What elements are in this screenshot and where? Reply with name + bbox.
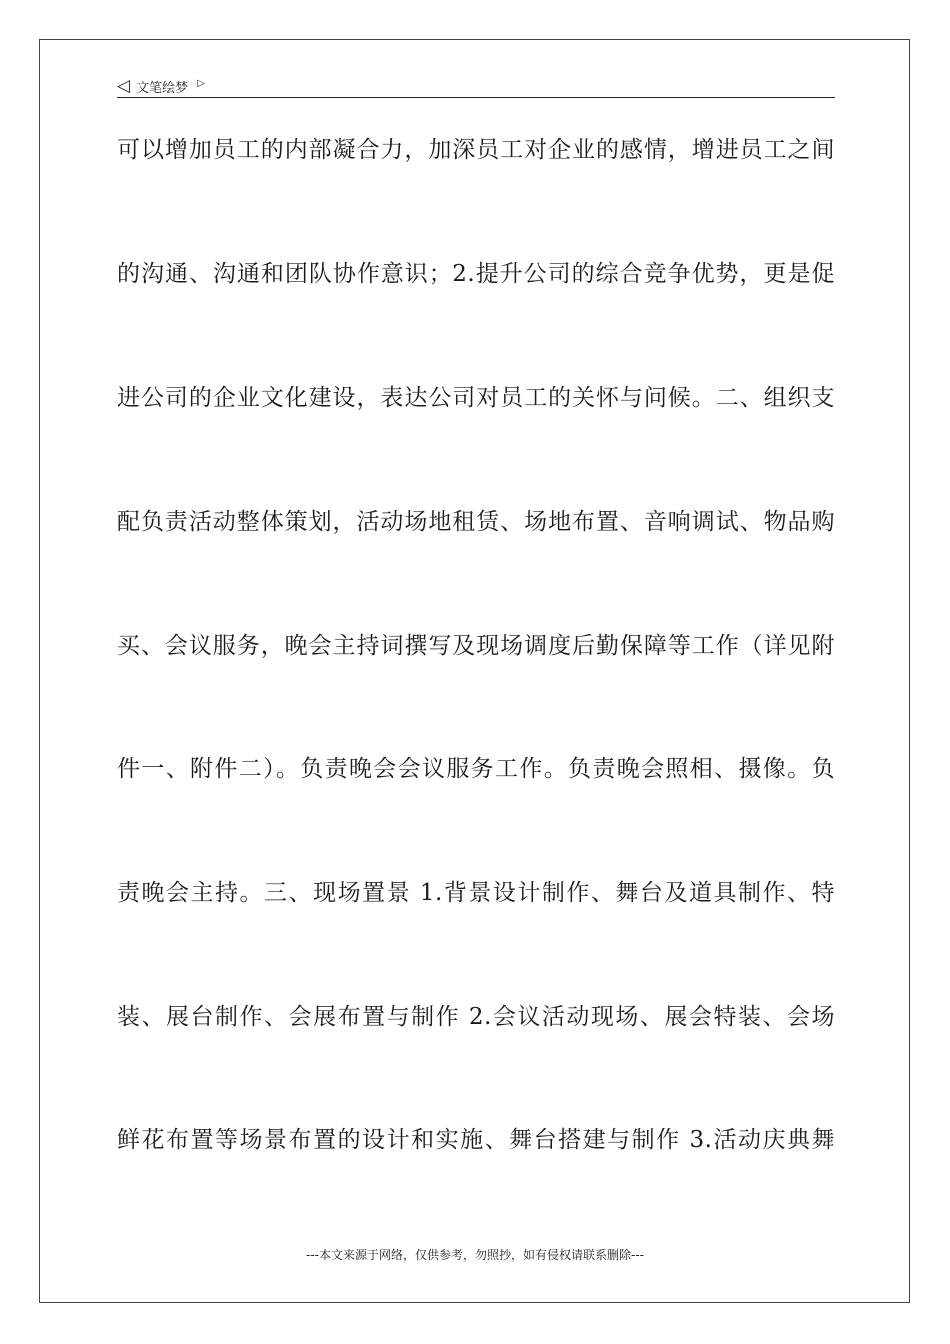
body-text-line: 买、会议服务，晚会主持词撰写及现场调度后勤保障等工作（详见附 xyxy=(117,633,835,659)
triangle-left-icon: ◁ xyxy=(117,75,131,96)
body-text-line: 可以增加员工的内部凝合力，加深员工对企业的感情，增进员工之间 xyxy=(117,137,835,163)
body-text-line: 配负责活动整体策划，活动场地租赁、场地布置、音响调试、物品购 xyxy=(117,509,835,535)
page-border xyxy=(39,39,910,1303)
page-header xyxy=(117,74,835,98)
body-text-line: 件一、附件二）。负责晚会会议服务工作。负责晚会照相、摄像。负 xyxy=(117,756,835,782)
body-text-line: 鲜花布置等场景布置的设计和实施、舞台搭建与制作 3.活动庆典舞 xyxy=(117,1127,835,1153)
header-divider xyxy=(117,97,835,98)
header-title: 文笔绘梦 xyxy=(136,80,189,96)
triangle-right-icon: ▷ xyxy=(197,78,205,89)
body-text-line: 责晚会主持。三、现场置景 1.背景设计制作、舞台及道具制作、特 xyxy=(117,880,835,906)
footer-notice: ---本文来源于网络，仅供参考，勿照抄，如有侵权请联系删除--- xyxy=(306,1248,644,1262)
body-text-line: 的沟通、沟通和团队协作意识；2.提升公司的综合竞争优势，更是促 xyxy=(117,261,835,287)
body-text-line: 进公司的企业文化建设，表达公司对员工的关怀与问候。二、组织支 xyxy=(117,385,835,411)
body-text-line: 装、展台制作、会展布置与制作 2.会议活动现场、展会特装、会场 xyxy=(117,1004,835,1030)
